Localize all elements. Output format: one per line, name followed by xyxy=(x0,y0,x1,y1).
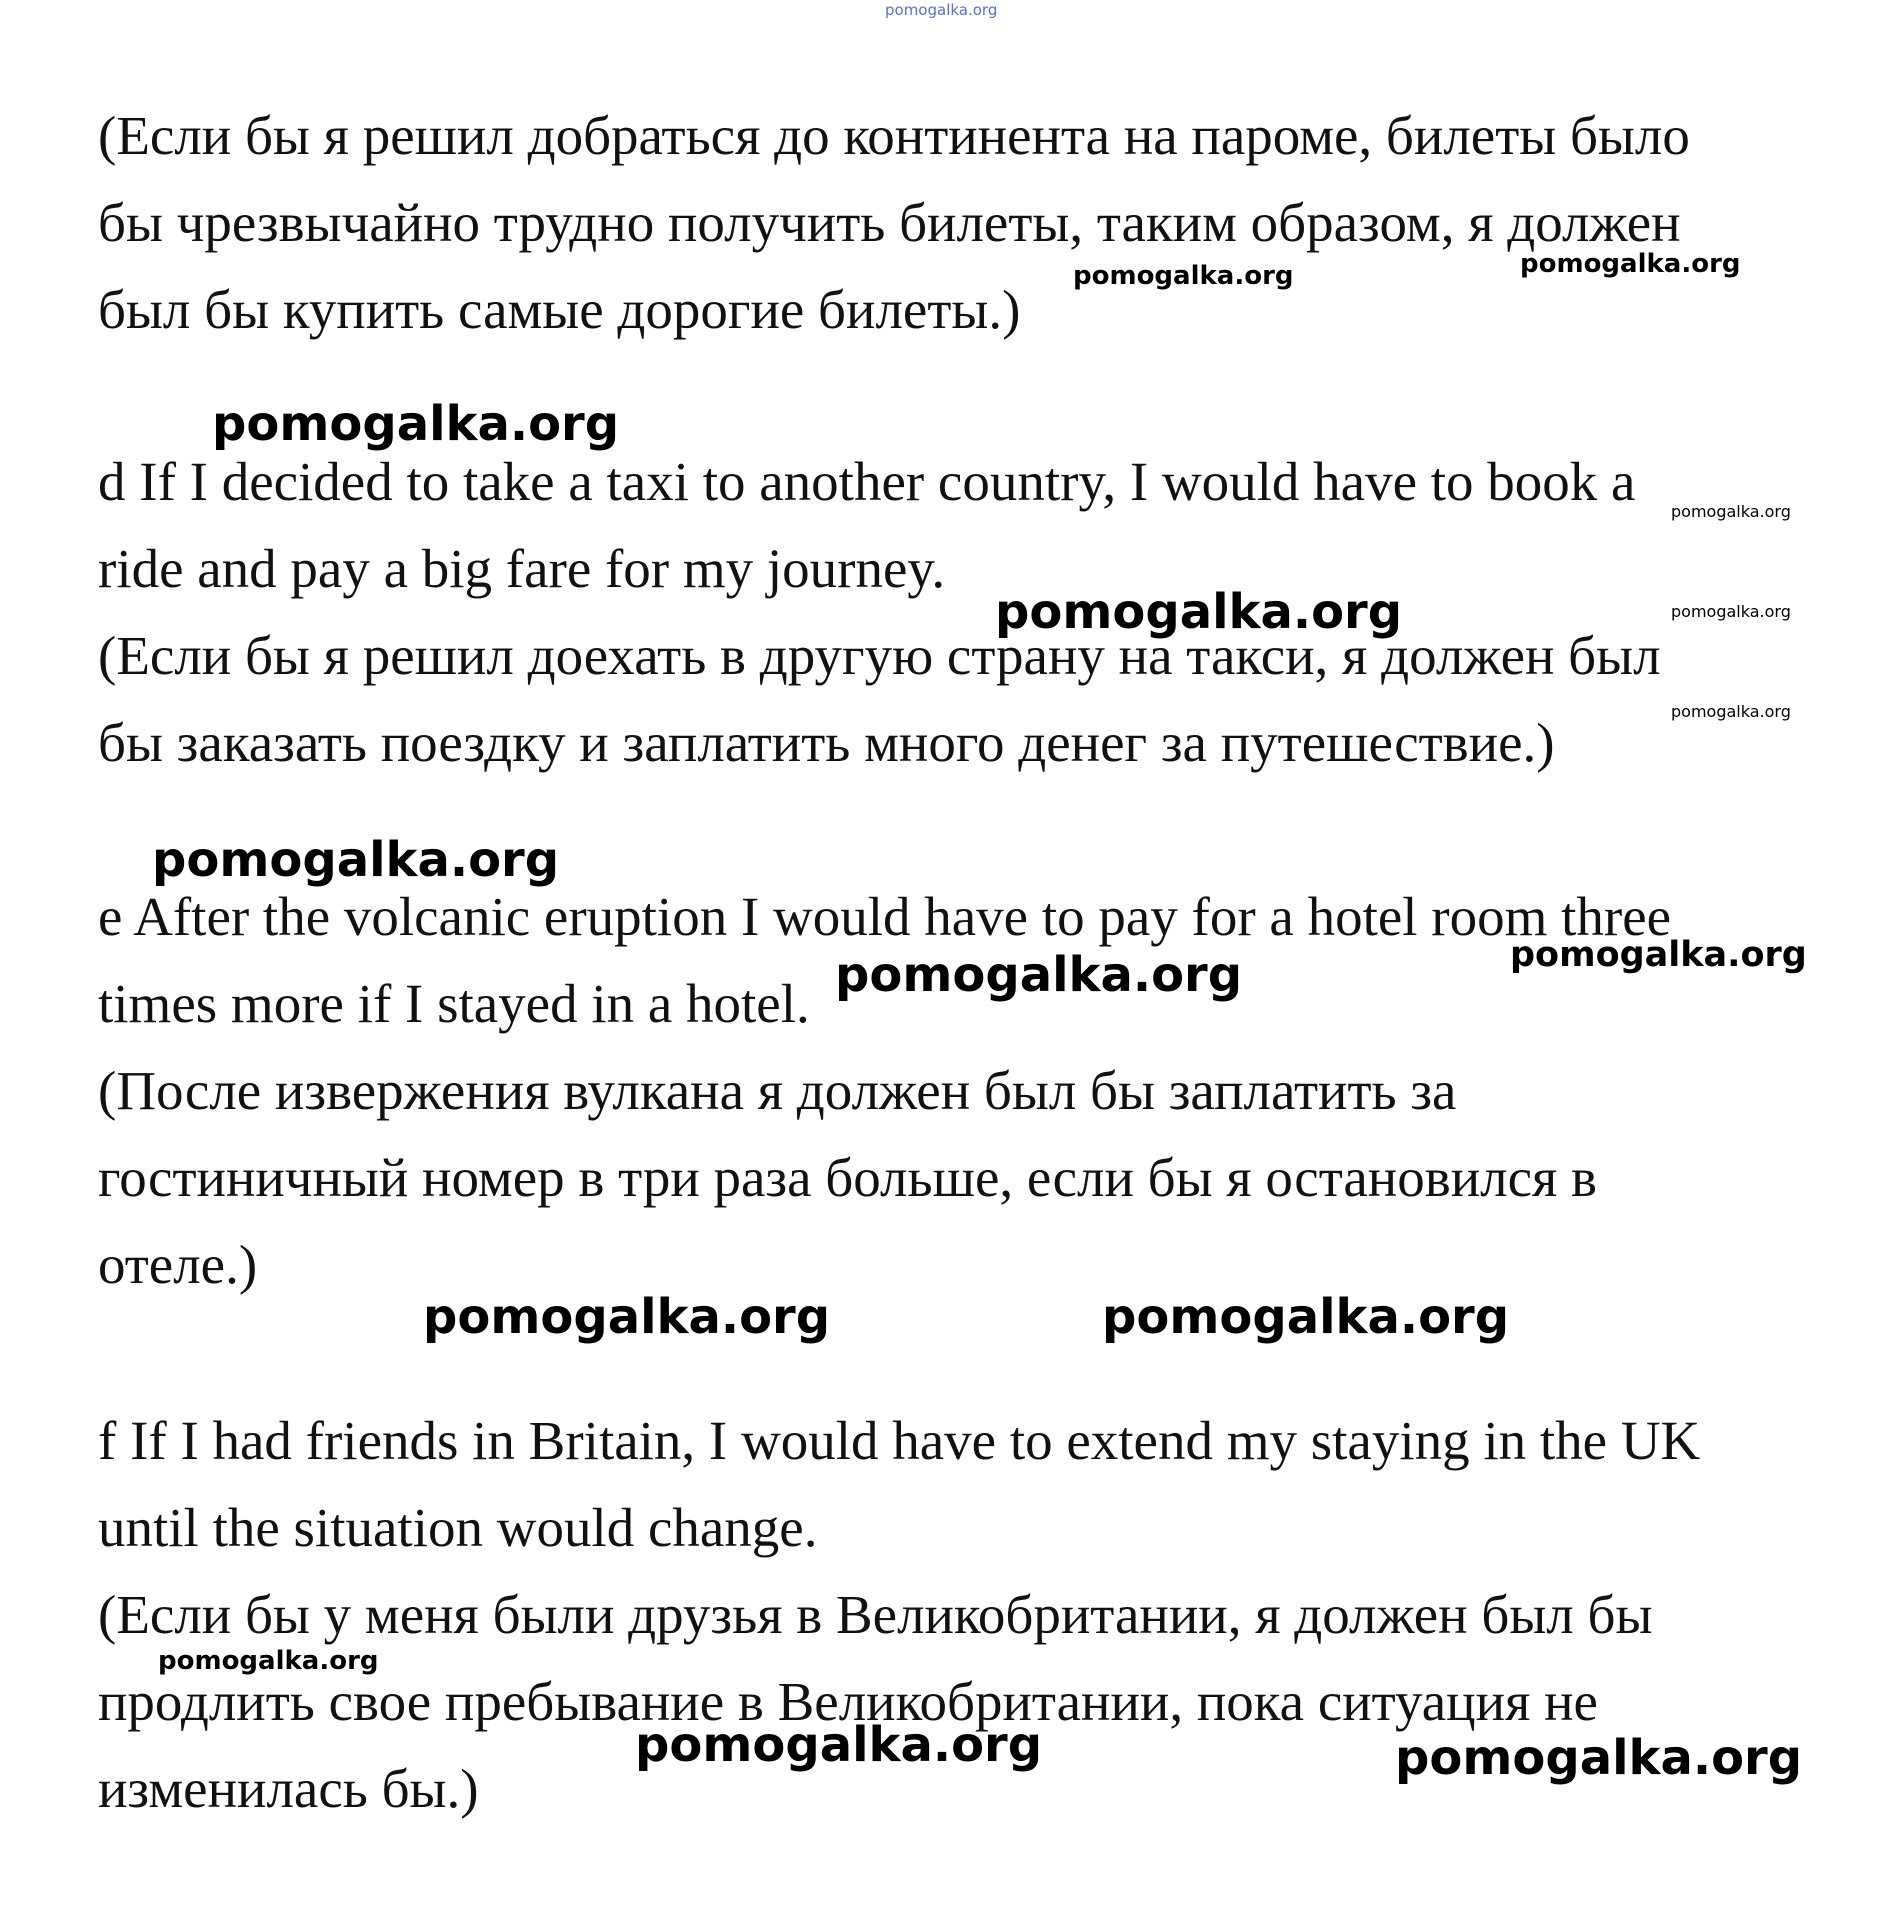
watermark: pomogalka.org xyxy=(1102,1289,1510,1345)
text-line: отеле.) xyxy=(98,1234,258,1295)
watermark: pomogalka.org xyxy=(152,832,560,888)
text-line: бы заказать поездку и заплатить много денег за путешествие.) xyxy=(98,712,1555,773)
text-line: f If I had friends in Britain, I would have to extend my staying in the UK xyxy=(98,1410,1701,1471)
watermark: pomogalka.org xyxy=(835,947,1243,1003)
text-line: e After the volcanic eruption I would have to pay for a hotel room three xyxy=(98,886,1672,947)
text-line: гостиничный номер в три раза больше, если бы я остановился в xyxy=(98,1147,1598,1208)
header-watermark: pomogalka.org xyxy=(885,1,998,19)
text-line: (После извержения вулкана я должен был бы заплатить за xyxy=(98,1060,1457,1121)
watermark: pomogalka.org xyxy=(1520,249,1741,279)
watermark: pomogalka.org xyxy=(635,1717,1043,1773)
watermark: pomogalka.org xyxy=(1671,602,1791,621)
text-line: (Если бы у меня были друзья в Великобритании, я должен был бы xyxy=(98,1584,1653,1645)
text-line: был бы купить самые дорогие билеты.) xyxy=(98,279,1021,340)
watermark: pomogalka.org xyxy=(1510,935,1807,975)
text-line: d If I decided to take a taxi to another country, I would have to book a xyxy=(98,451,1636,512)
watermark: pomogalka.org xyxy=(423,1289,831,1345)
text-line: ride and pay a big fare for my journey. xyxy=(98,538,946,599)
text-line: until the situation would change. xyxy=(98,1497,818,1558)
text-line: продлить свое пребывание в Великобритании, пока ситуация не xyxy=(98,1671,1598,1732)
watermark: pomogalka.org xyxy=(212,396,620,452)
watermark: pomogalka.org xyxy=(1073,261,1294,291)
watermark: pomogalka.org xyxy=(1671,702,1791,721)
watermark: pomogalka.org xyxy=(1395,1730,1803,1786)
text-line: (Если бы я решил добраться до континента на пароме, билеты было xyxy=(98,105,1690,166)
watermark: pomogalka.org xyxy=(995,584,1403,640)
watermark: pomogalka.org xyxy=(1671,502,1791,521)
text-line: (Если бы я решил доехать в другую страну на такси, я должен был xyxy=(98,625,1661,686)
text-line: бы чрезвычайно трудно получить билеты, таким образом, я должен xyxy=(98,192,1681,253)
text-line: times more if I stayed in a hotel. xyxy=(98,973,810,1034)
text-line: изменилась бы.) xyxy=(98,1758,479,1819)
watermark: pomogalka.org xyxy=(158,1646,379,1676)
